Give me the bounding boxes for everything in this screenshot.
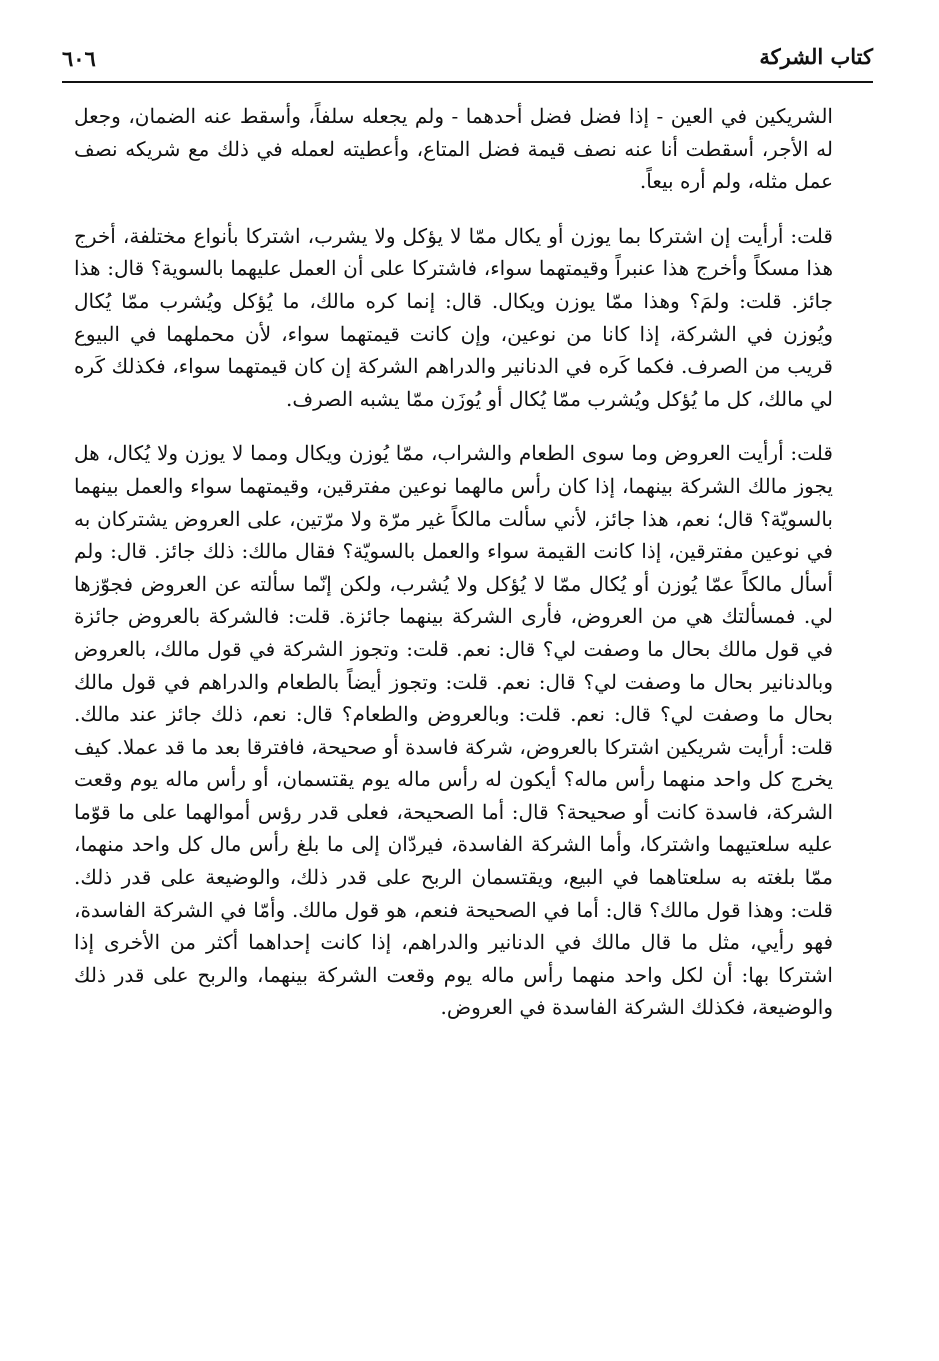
paragraph-1: الشريكين في العين - إذا فضل فضل أحدهما - ولم يجعله سلفاً، وأسقط عنه الضمان، وجعل له الأجر، أسقطت أنا عنه نصف قيمة فضل المتاع، وأعطيته لعمله في ذلك مع شريكه نصف عمل مثله، ولم أره بيعاً. [74, 104, 833, 194]
page-number: ٦٠٦ [62, 46, 96, 71]
paragraph-3: قلت: أرأيت العروض وما سوى الطعام والشراب، ممّا يُوزن ويكال ومما لا يوزن ولا يُكال، هل يجوز مالك الشركة بينهما، إذا كان رأس مالهما نوعين مفترقين، وقيمتهما سواء والعمل بينهما بالسويّة؟ قال؛ نعم، هذا جائز، لأني سألت مالكاً غير مرّة ولا مرّتين، على العروض يشتركان به في نوعين مفترقين، إذا كانت القيمة سواء والعمل بالسويّة؟ فقال مالك: ذلك جائز. قال: ولم أسأل مالكاً عمّا يُوزن أو يُكال ممّا لا يُؤكل ولا يُشرب، ولكن إنّما سألته عن العروض فجوّزها لي. فمسألتك هي من العروض، فأرى الشركة بينهما جائزة. قلت: فالشركة بالعروض جائزة في قول مالك بحال ما وصفت لي؟ قال: نعم. قلت: وتجوز الشركة في قول مالك، بالعروض وبالدنانير بحال ما وصفت لي؟ قال: نعم. قلت: وتجوز أيضاً بالطعام والدراهم في قول مالك بحال ما وصفت لي؟ قال: نعم. قلت: وبالعروض والطعام؟ قال: نعم، ذلك جائز عند مالك. قلت: أرأيت شريكين اشتركا بالعروض، شركة فاسدة أو صحيحة، فافترقا بعد ما قد عملا. كيف يخرج كل واحد منهما رأس ماله؟ أيكون له رأس ماله يوم يقتسمان، أو رأس ماله يوم وقعت الشركة، فاسدة كانت أو صحيحة؟ قال: أما الصحيحة، فعلى قدر رؤس أموالهما على ما قوّما عليه سلعتيهما واشتركا، وأما الشركة الفاسدة، فيردّان إلى ما بلغ رأس مال كل واحد منهما، ممّا بلغته به سلعتاهما في البيع، ويقتسمان الربح على قدر ذلك، والوضيعة على قدر ذلك. قلت: وهذا قول مالك؟ قال: أما في الصحيحة فنعم، هو قول مالك. وأمّا في الشركة الفاسدة، فهو رأيي، مثل ما قال مالك في الدنانير والدراهم، إذا كانت إحداهما أكثر من الأخرى إذا اشتركا بها: أن لكل واحد منهما رأس ماله يوم وقعت الشركة بينهما، والربح على قدر ذلك والوضيعة، فكذلك الشركة الفاسدة في العروض. [74, 441, 833, 1020]
book-title: كتاب الشركة [759, 44, 873, 69]
paragraph-2: قلت: أرأيت إن اشتركا بما يوزن أو يكال ممّا لا يؤكل ولا يشرب، اشتركا بأنواع مختلفة، أخرج هذا مسكاً وأخرج هذا عنبراً وقيمتهما سواء، فاشتركا على أن العمل عليهما بالسوية؟ قال: هذا جائز. قلت: ولمَ؟ وهذا ممّا يوزن ويكال. قال: إنما كره مالك، ما يُؤكل ويُشرب ممّا يُكال ويُوزن في الشركة، إذا كانا من نوعين، وإن كانت قيمتهما سواء، لأن محملهما في البيوع قريب من الصرف. فكما كَره في الدنانير والدراهم الشركة إن كان قيمتهما سواء، فكذلك كَره لي مالك، كل ما يُؤكل ويُشرب ممّا يُكال أو يُوزَن ممّا يشبه الصرف. [74, 223, 833, 411]
header-divider [62, 81, 873, 83]
running-head [62, 40, 873, 78]
main-text [74, 100, 833, 1024]
